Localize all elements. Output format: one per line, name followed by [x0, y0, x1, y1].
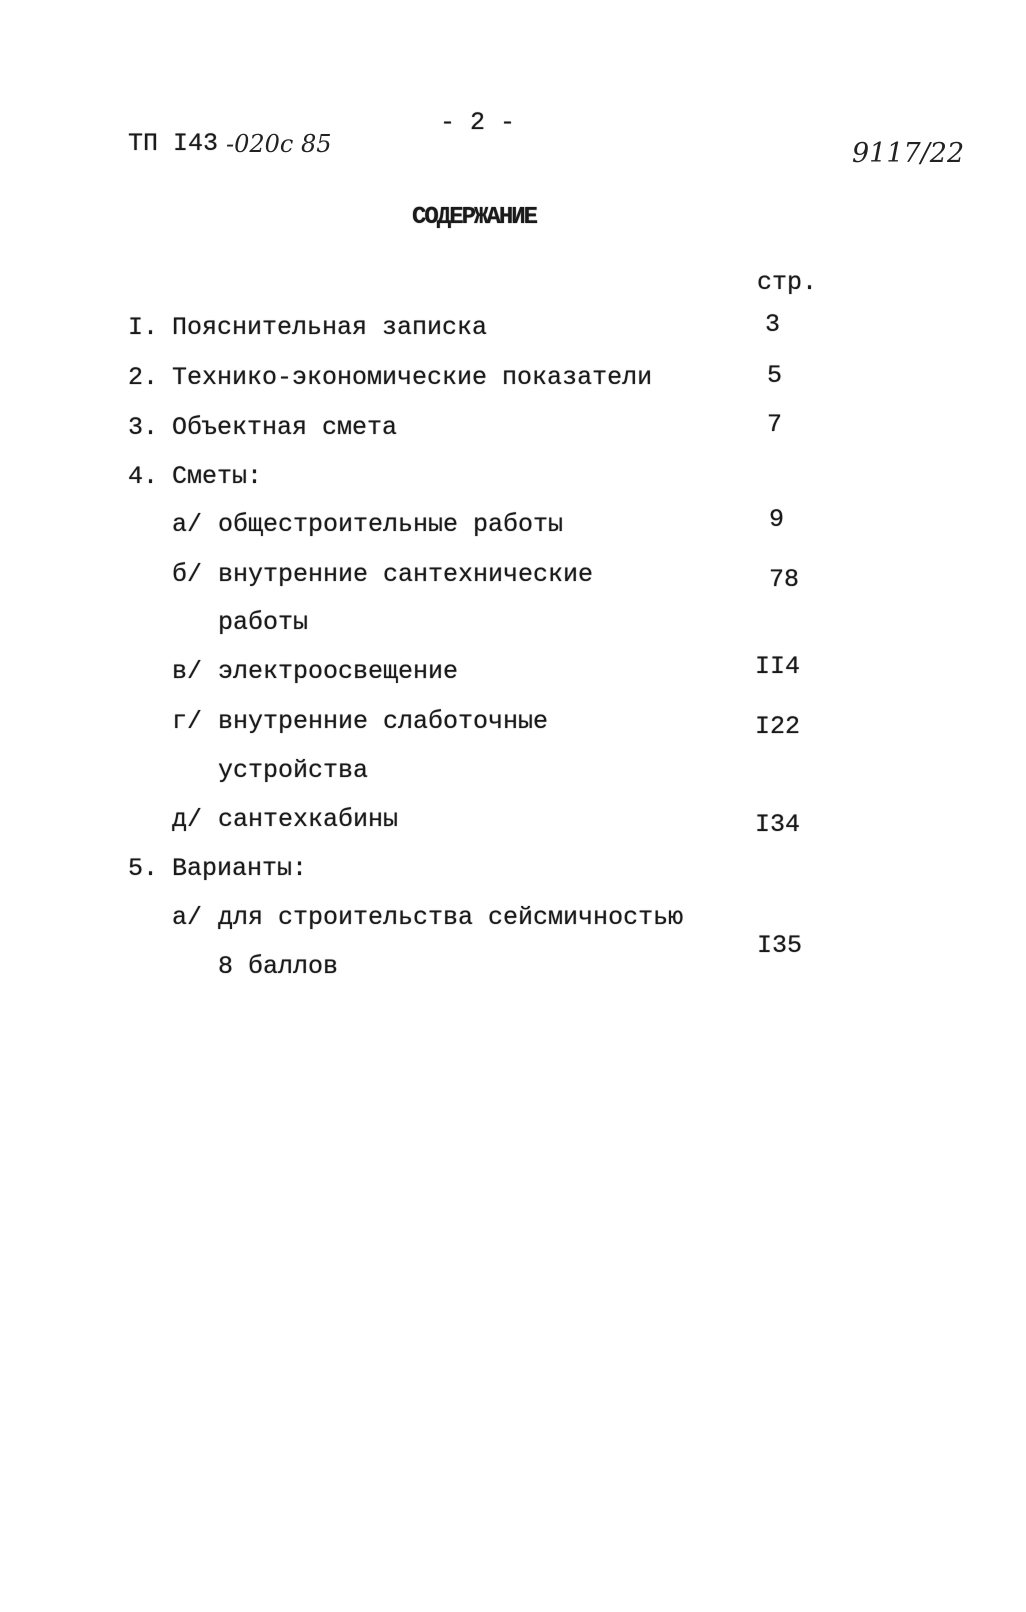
- toc-number: в/: [172, 657, 203, 686]
- toc-item-text: Технико-экономические показатели: [172, 363, 653, 392]
- toc-number: I.: [128, 313, 159, 342]
- toc-page: I22: [755, 712, 801, 741]
- page-title: СОДЕРЖАНИЕ: [412, 204, 537, 231]
- toc-item-text-continued: работы: [218, 608, 309, 637]
- toc-item-text: Сметы:: [172, 462, 263, 491]
- toc-page: II4: [755, 652, 801, 681]
- toc-item-text: электроосвещение: [218, 657, 459, 686]
- toc-item-text-continued: устройства: [218, 756, 369, 785]
- toc-number: 5.: [128, 854, 159, 883]
- toc-item-text: общестроительные работы: [218, 510, 564, 539]
- toc-number: 3.: [128, 413, 159, 442]
- toc-page: 78: [769, 565, 800, 594]
- toc-page: 5: [767, 361, 783, 390]
- page-column-label: стр.: [757, 268, 818, 297]
- document-code-handwritten: -020с 85: [226, 130, 332, 158]
- toc-number: д/: [172, 805, 203, 834]
- toc-page: I34: [755, 810, 801, 839]
- toc-page: 9: [769, 505, 785, 534]
- toc-item-text: Варианты:: [172, 854, 308, 883]
- archive-number: 9117/22: [852, 138, 965, 169]
- toc-number: г/: [172, 707, 203, 736]
- toc-number: б/: [172, 560, 203, 589]
- toc-item-text: Пояснительная записка: [172, 313, 488, 342]
- toc-number: 2.: [128, 363, 159, 392]
- toc-number: а/: [172, 510, 203, 539]
- toc-item-text: Объектная смета: [172, 413, 398, 442]
- toc-item-text-continued: 8 баллов: [218, 952, 339, 981]
- toc-page: 7: [767, 410, 783, 439]
- toc-number: 4.: [128, 462, 159, 491]
- toc-item-text: для строительства сейсмичностью: [218, 903, 684, 932]
- toc-item-text: внутренние сантехнические: [218, 560, 594, 589]
- toc-item-text: внутренние слаботочные: [218, 707, 549, 736]
- document-code: ТП I43: [128, 129, 219, 158]
- toc-item-text: сантехкабины: [218, 805, 399, 834]
- toc-number: а/: [172, 903, 203, 932]
- toc-page: 3: [765, 310, 781, 339]
- toc-page: I35: [757, 931, 803, 960]
- page-number: - 2 -: [440, 108, 516, 137]
